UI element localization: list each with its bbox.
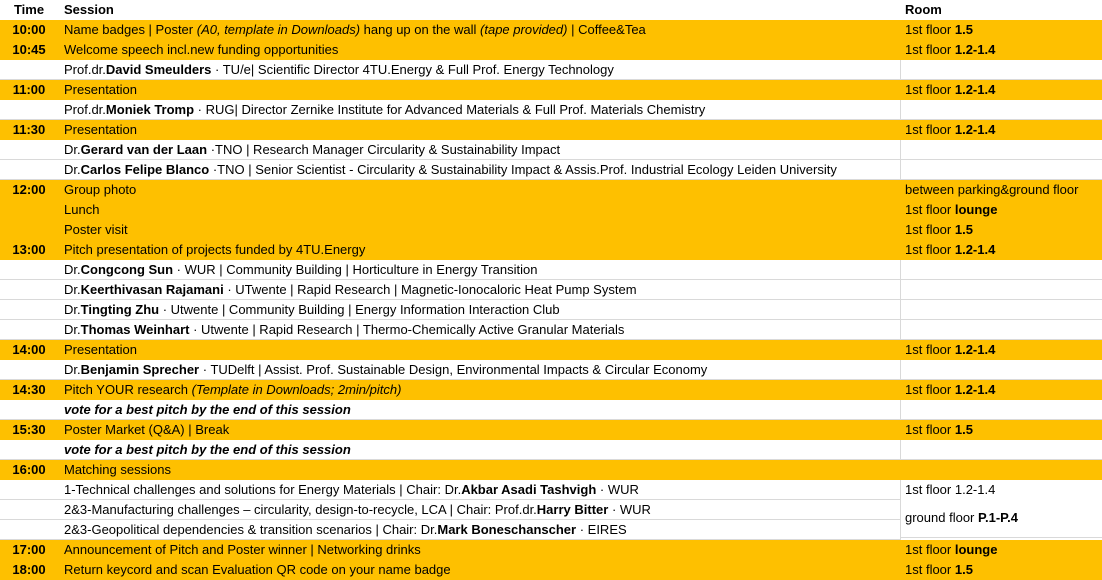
time-cell: 14:00 (12, 342, 46, 357)
speaker-cell: Dr.Congcong Sun · WUR | Community Building | Horticulture in Energy Transition (58, 260, 901, 280)
table-row[interactable] (0, 460, 1102, 480)
time-cell: 13:00 (12, 242, 46, 257)
session-cell: Poster visit (64, 222, 128, 237)
table-row[interactable] (0, 420, 1102, 440)
time-cell: 14:30 (12, 382, 46, 397)
session-cell: Pitch presentation of projects funded by 4TU.Energy (64, 242, 366, 257)
time-cell (0, 440, 58, 460)
time-cell (0, 360, 58, 380)
time-cell (0, 100, 58, 120)
session-cell: Name badges | Poster (A0, template in Downloads) hang up on the wall (tape provided) | Coffee&Tea (64, 22, 646, 37)
table-row[interactable] (0, 360, 1102, 380)
speaker-cell: Dr.Gerard van der Laan ·TNO | Research Manager Circularity & Sustainability Impact (58, 140, 901, 160)
room-cell: 1st floor 1.5 (905, 562, 973, 577)
room-cell (901, 360, 1102, 380)
table-row[interactable] (0, 180, 1102, 200)
room-cell (901, 460, 1102, 480)
room-cell (901, 440, 1102, 460)
room-cell: 1st floor 1.2-1.4 (901, 480, 1102, 500)
time-cell (0, 260, 58, 280)
time-cell (0, 520, 58, 540)
room-cell (901, 100, 1102, 120)
room-cell: 1st floor 1.2-1.4 (905, 342, 996, 357)
table-row[interactable] (0, 200, 1102, 220)
time-cell (0, 280, 58, 300)
session-cell: Presentation (64, 82, 137, 97)
time-cell: 11:30 (12, 122, 46, 137)
session-cell: Poster Market (Q&A) | Break (64, 422, 230, 437)
table-row[interactable] (0, 40, 1102, 60)
time-cell (0, 220, 58, 240)
table-row[interactable] (0, 140, 1102, 160)
room-cell: 1st floor 1.2-1.4 (905, 242, 996, 257)
session-cell: Announcement of Pitch and Poster winner | Networking drinks (64, 542, 421, 557)
time-cell: 17:00 (12, 542, 46, 557)
time-cell: 18:00 (12, 562, 46, 577)
session-cell: Matching sessions (64, 462, 171, 477)
room-cell (901, 260, 1102, 280)
session-cell: Group photo (64, 182, 137, 197)
speaker-cell: Dr.Tingting Zhu · Utwente | Community Building | Energy Information Interaction Club (58, 300, 901, 320)
session-cell: Presentation (64, 122, 137, 137)
table-row[interactable] (0, 440, 1102, 460)
time-cell (0, 320, 58, 340)
room-cell: 1st floor 1.2-1.4 (905, 382, 996, 397)
time-cell: 16:00 (12, 462, 46, 477)
time-cell (0, 300, 58, 320)
time-cell (0, 60, 58, 80)
speaker-cell: Dr.Keerthivasan Rajamani · UTwente | Rapid Research | Magnetic-Ionocaloric Heat Pump System (58, 280, 901, 300)
room-cell: 1st floor 1.5 (905, 222, 973, 237)
room-cell (901, 160, 1102, 180)
room-cell: 1st floor lounge (905, 542, 998, 557)
table-row[interactable] (0, 340, 1102, 360)
time-cell: 12:00 (12, 182, 46, 197)
speaker-cell: Dr.Carlos Felipe Blanco ·TNO | Senior Scientist - Circularity & Sustainability Impact & Assis.Prof. Industrial Ecology Leiden University (58, 160, 901, 180)
room-cell (901, 60, 1102, 80)
room-cell (901, 300, 1102, 320)
room-cell: 1st floor 1.2-1.4 (905, 82, 996, 97)
table-row[interactable] (0, 320, 1102, 340)
time-cell (0, 160, 58, 180)
session-column-header: Session (64, 2, 114, 17)
time-cell: 11:00 (12, 82, 46, 97)
table-row[interactable] (0, 240, 1102, 260)
table-row[interactable] (0, 480, 1102, 500)
time-cell: 15:30 (12, 422, 46, 437)
table-row[interactable] (0, 280, 1102, 300)
room-cell: 1st floor 1.5 (905, 422, 973, 437)
time-cell (0, 400, 58, 420)
speaker-cell: Prof.dr.Moniek Tromp · RUG| Director Zernike Institute for Advanced Materials & Full Prof. Materials Chemistry (58, 100, 901, 120)
session-cell: Presentation (64, 342, 137, 357)
room-cell: 1st floor lounge (905, 202, 998, 217)
time-column-header: Time (13, 2, 45, 17)
time-cell (0, 200, 58, 220)
session-cell: Pitch YOUR research (Template in Downloads; 2min/pitch) (64, 382, 402, 397)
table-row[interactable] (0, 160, 1102, 180)
table-row[interactable] (0, 120, 1102, 140)
time-cell: 10:45 (12, 42, 46, 57)
room-cell: 1st floor 1.2-1.4 (905, 122, 996, 137)
table-row[interactable] (0, 80, 1102, 100)
table-row[interactable] (0, 380, 1102, 400)
session-cell: 2&3-Manufacturing challenges – circularity, design-to-recycle, LCA | Chair: Prof.dr.Harry Bitter · WUR (58, 500, 901, 520)
table-row[interactable] (0, 260, 1102, 280)
table-row[interactable] (0, 60, 1102, 80)
session-cell: Return keycord and scan Evaluation QR code on your name badge (64, 562, 451, 577)
table-row[interactable] (0, 220, 1102, 240)
room-cell (901, 280, 1102, 300)
room-cell (901, 320, 1102, 340)
session-cell: 2&3-Geopolitical dependencies & transition scenarios | Chair: Dr.Mark Boneschanscher · EIRES (58, 520, 901, 540)
time-cell: 10:00 (12, 22, 46, 37)
speaker-cell: Prof.dr.David Smeulders · TU/e| Scientific Director 4TU.Energy & Full Prof. Energy Technology (58, 60, 901, 80)
table-row[interactable] (0, 300, 1102, 320)
session-cell: Lunch (64, 202, 100, 217)
table-row[interactable] (0, 540, 1102, 560)
session-cell: Welcome speech incl.new funding opportunities (64, 42, 339, 57)
time-cell (0, 500, 58, 520)
session-cell: 1-Technical challenges and solutions for Energy Materials | Chair: Dr.Akbar Asadi Tashvigh · WUR (58, 480, 901, 500)
vote-note: vote for a best pitch by the end of this session (58, 400, 901, 420)
room-cell (901, 400, 1102, 420)
room-cell: 1st floor 1.2-1.4 (905, 42, 996, 57)
speaker-cell: Dr.Benjamin Sprecher · TUDelft | Assist. Prof. Sustainable Design, Environmental Impacts & Circular Economy (58, 360, 901, 380)
room-cell (901, 140, 1102, 160)
table-row[interactable] (0, 100, 1102, 120)
vote-note: vote for a best pitch by the end of this session (58, 440, 901, 460)
speaker-cell: Dr.Thomas Weinhart · Utwente | Rapid Research | Thermo-Chemically Active Granular Materials (58, 320, 901, 340)
table-row[interactable] (0, 560, 1102, 580)
room-cell: between parking&ground floor (905, 182, 1079, 197)
table-row[interactable] (0, 20, 1102, 40)
room-cell: 1st floor 1.5 (905, 22, 973, 37)
merged-room-cell: ground floor P.1-P.4 (901, 498, 1102, 538)
time-cell (0, 480, 58, 500)
time-cell (0, 140, 58, 160)
header-row (0, 0, 1102, 20)
table-row[interactable] (0, 400, 1102, 420)
room-column-header: Room (905, 2, 942, 17)
